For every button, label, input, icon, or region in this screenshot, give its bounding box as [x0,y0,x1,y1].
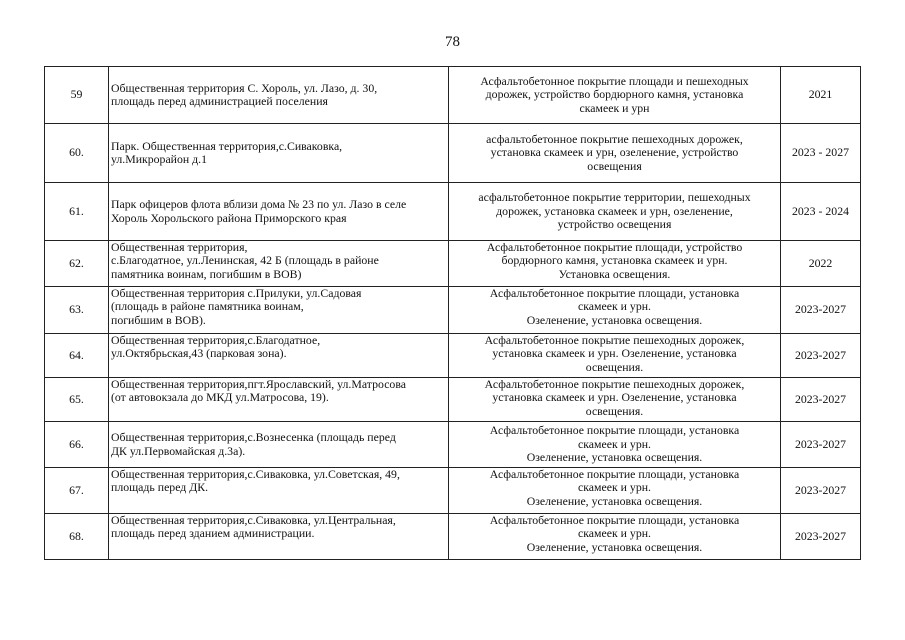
table-row [45,124,861,183]
row-number: 59 [45,67,109,124]
works-line: бордюрного камня, установка скамеек и урн. [501,253,728,268]
territory-name-line: Общественная территория, [111,240,248,254]
works-line: скамеек и урн. [578,436,651,451]
works-line: Асфальтобетонное покрытие пешеходных дорожек, [484,333,745,347]
works-line: скамеек и урн. [578,299,651,314]
works-cell [449,422,781,468]
table-row [45,334,861,378]
works-line: скамеек и урн. [578,526,651,541]
works-line: установка скамеек и урн, озеленение, устройство [490,145,739,160]
table-row [45,468,861,514]
years-cell: 2023 - 2024 [781,183,861,241]
works-line: Озеленение, установка освещения. [526,493,703,508]
works-cell [449,241,781,287]
years-cell: 2023-2027 [781,378,861,422]
territory-name-cell [109,378,449,422]
works-cell [449,468,781,514]
row-number: 61. [45,183,109,241]
years-cell: 2023-2027 [781,422,861,468]
table-row [45,378,861,422]
territory-name-line: Общественная территория,пгт.Ярославский, ул.Матросова [111,377,406,391]
works-line: Асфальтобетонное покрытие пешеходных дорожек, [484,377,745,391]
territory-name-line: с.Благодатное, ул.Ленинская, 42 Б (площадь в районе [111,253,379,268]
row-number: 65. [45,378,109,422]
table-row [45,514,861,560]
territory-name-line: Общественная территория,с.Благодатное, [111,333,321,347]
territory-name-line: Хороль Хорольского района Приморского края [111,210,347,225]
works-cell [449,124,781,183]
territory-name-line: ДК ул.Первомайская д.3а). [111,443,246,458]
territory-name-line: площадь перед администрацией поселения [111,94,328,108]
works-line: скамеек и урн. [578,480,651,495]
works-cell [449,287,781,334]
territory-name-line: площадь перед зданием администрации. [111,526,315,541]
works-cell [449,67,781,124]
table-row [45,241,861,287]
works-line: Асфальтобетонное покрытие площади, установка [489,513,740,527]
works-line: Озеленение, установка освещения. [526,450,703,465]
works-line: устройство освещения [557,217,672,232]
territory-name-line: (площадь в районе памятника воинам, [111,299,304,314]
years-cell: 2023 - 2027 [781,124,861,183]
works-line: освещения [587,158,642,173]
territory-name-line: Общественная территория с.Прилуки, ул.Садовая [111,286,362,300]
territory-name-cell [109,514,449,560]
table-row [45,287,861,334]
works-line: дорожек, установка скамеек и урн, озеленение, [496,203,733,218]
works-line: Озеленение, установка освещения. [526,539,703,554]
row-number: 60. [45,124,109,183]
row-number: 67. [45,468,109,514]
territory-name-line: ул.Микрорайон д.1 [111,152,208,166]
territory-name-cell [109,124,449,183]
table-row [45,422,861,468]
row-number: 64. [45,334,109,378]
years-cell: 2023-2027 [781,334,861,378]
territory-name-line: ул.Октябрьская,43 (парковая зона). [111,346,287,361]
works-line: Асфальтобетонное покрытие площади, устройство [486,240,743,254]
territory-name-line: Общественная территория,с.Сиваковка, ул.Советская, 49, [111,467,400,481]
territory-name-cell [109,183,449,241]
years-cell: 2023-2027 [781,287,861,334]
territory-name-line: площадь перед ДК. [111,480,209,495]
works-cell [449,183,781,241]
years-cell: 2022 [781,241,861,287]
works-line: скамеек и урн [579,100,650,115]
works-line: установка скамеек и урн. Озеленение, установка [492,346,737,361]
territory-table [44,66,861,560]
works-cell [449,334,781,378]
row-number: 62. [45,241,109,287]
works-line: асфальтобетонное покрытие территории, пешеходных [478,190,751,205]
works-cell [449,378,781,422]
territory-name-line: Общественная территория,с.Вознесенка (площадь перед [111,430,396,445]
page-number: 78 [445,34,460,50]
table-row [45,67,861,124]
works-line: Озеленение, установка освещения. [526,312,703,327]
territory-name-cell [109,422,449,468]
works-line: Установка освещения. [558,266,671,281]
territory-name-line: Общественная территория,с.Сиваковка, ул.Центральная, [111,513,396,527]
territory-name-cell [109,67,449,124]
territory-name-line: памятника воинам, погибшим в ВОВ) [111,266,302,281]
years-cell: 2023-2027 [781,514,861,560]
territory-name-line: погибшим в ВОВ). [111,312,206,327]
territory-name-cell [109,334,449,378]
works-line: Асфальтобетонное покрытие площади и пешеходных [480,73,749,88]
territory-name-line: Парк. Общественная территория,с.Сиваковка, [111,138,343,153]
territory-name-line: Парк офицеров флота вблизи дома № 23 по ул. Лазо в селе [111,197,407,212]
years-cell: 2021 [781,67,861,124]
territory-name-cell [109,468,449,514]
works-line: Асфальтобетонное покрытие площади, установка [489,467,740,481]
works-line: дорожек, устройство бордюрного камня, установка [485,87,744,102]
years-cell: 2023-2027 [781,468,861,514]
territory-name-line: (от автовокзала до МКД ул.Матросова, 19). [111,390,329,405]
table-row [45,183,861,241]
territory-name-cell [109,287,449,334]
territory-name-line: Общественная территория С. Хороль, ул. Лазо, д. 30, [111,80,378,95]
works-line: освещения. [585,403,644,418]
row-number: 66. [45,422,109,468]
row-number: 63. [45,287,109,334]
works-line: Асфальтобетонное покрытие площади, установка [489,423,740,438]
row-number: 68. [45,514,109,560]
territory-name-cell [109,241,449,287]
works-line: установка скамеек и урн. Озеленение, установка [492,390,737,405]
works-line: Асфальтобетонное покрытие площади, установка [489,286,740,300]
works-line: освещения. [585,359,644,374]
works-line: асфальтобетонное покрытие пешеходных дорожек, [486,131,743,146]
works-cell [449,514,781,560]
